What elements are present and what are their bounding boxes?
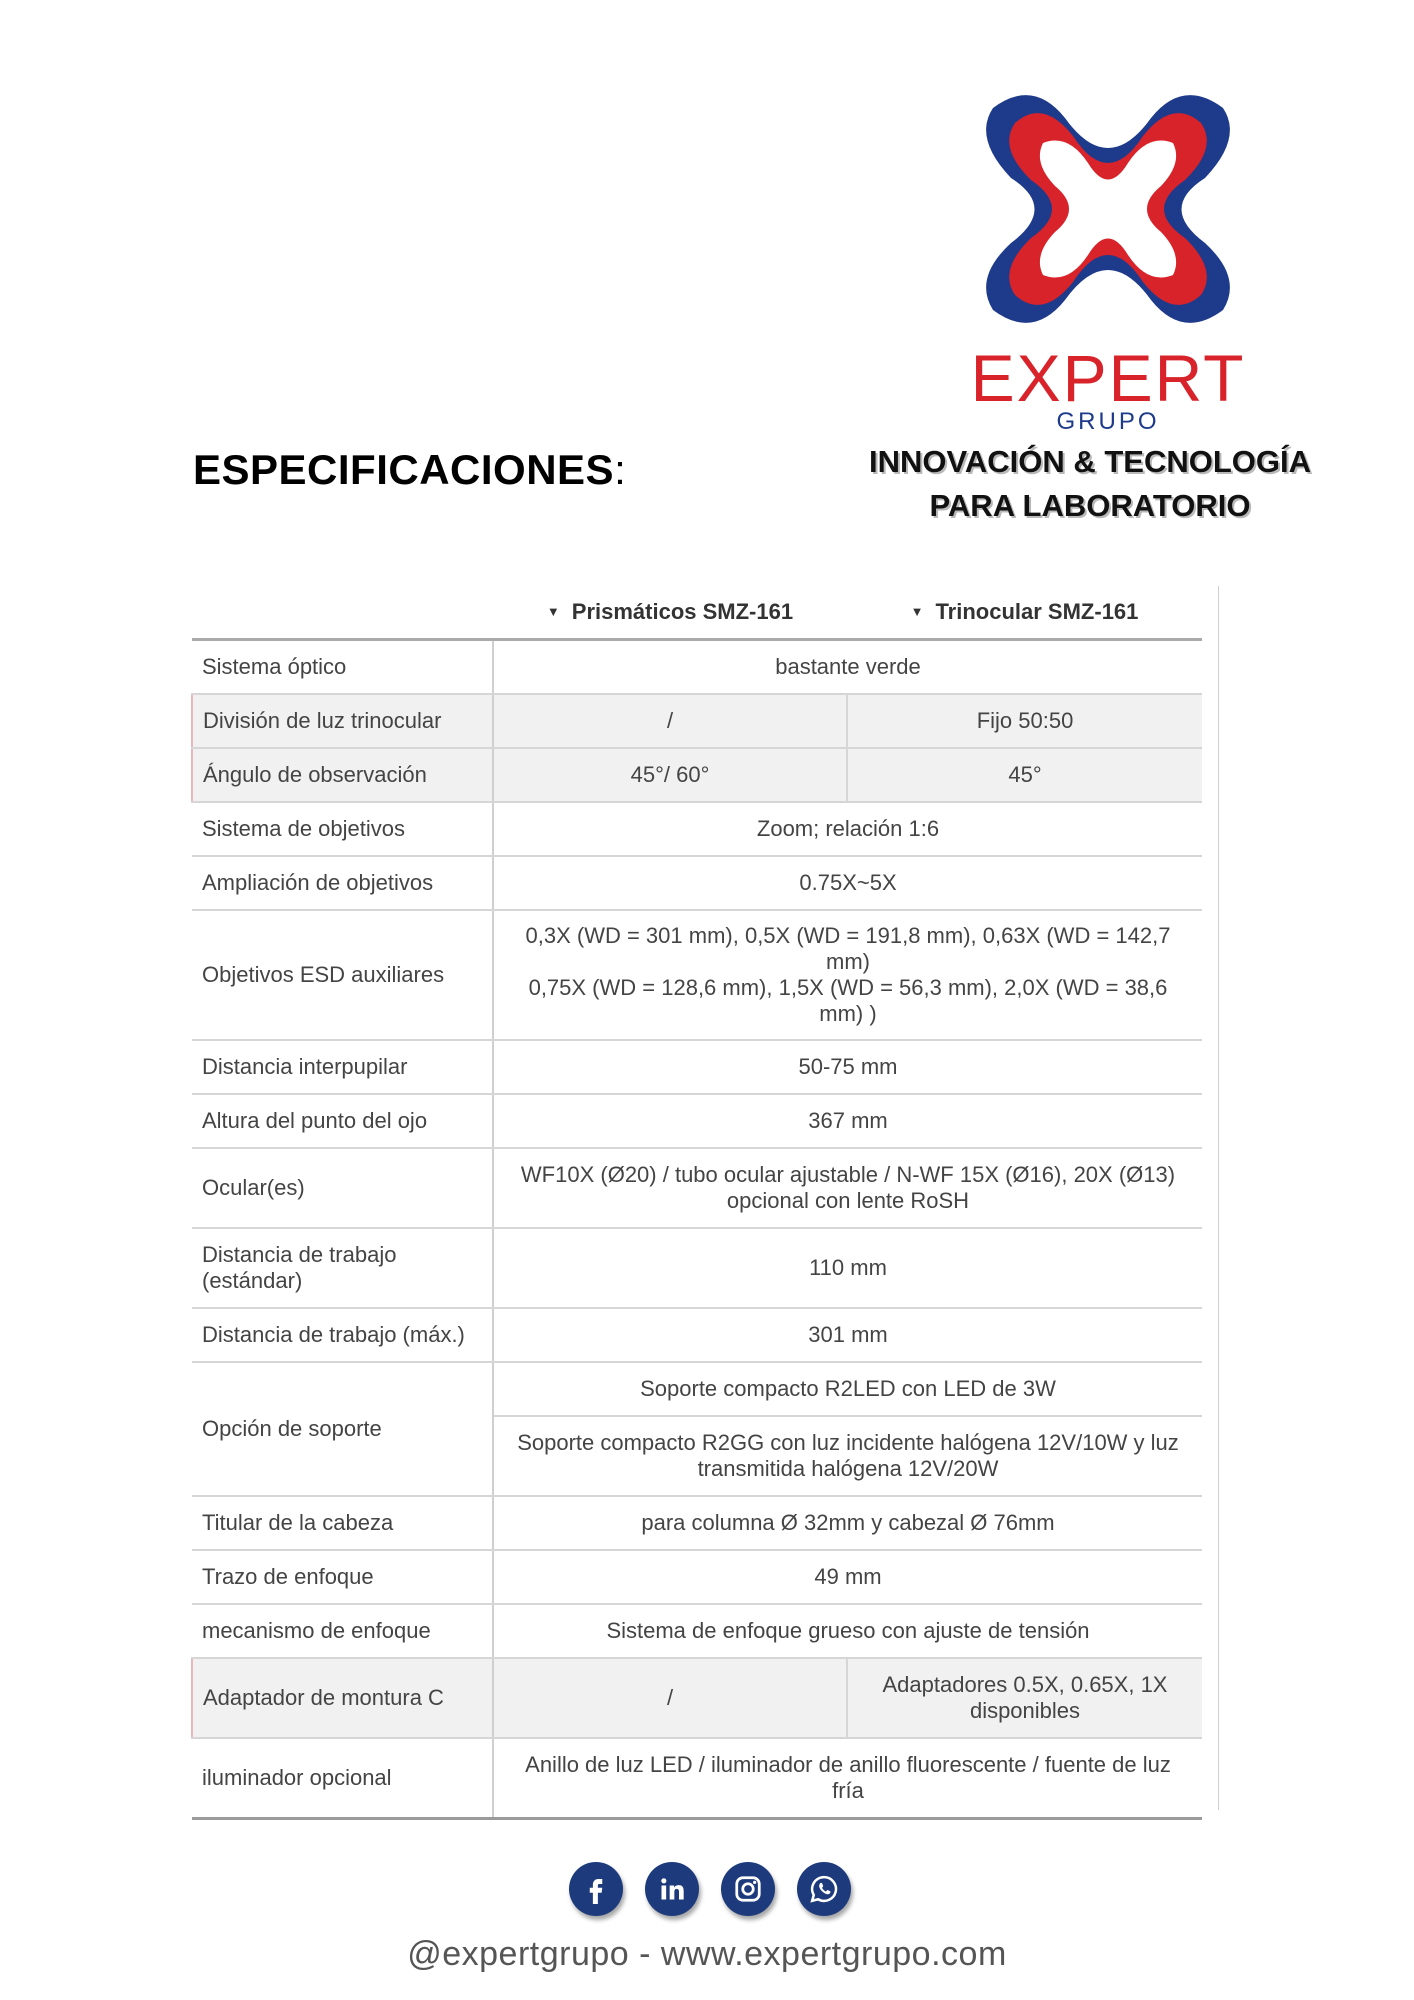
row-value: Zoom; relación 1:6 [493,802,1202,856]
table-row [192,1604,1202,1658]
expert-logo-mark [968,78,1248,340]
table-row [192,856,1202,910]
row-label: Ángulo de observación [192,748,493,802]
spec-table-container [191,586,1219,1820]
row-label: División de luz trinocular [192,694,493,748]
logo-brand-sub: GRUPO [1056,408,1160,435]
table-row [192,694,1202,748]
row-value: 50-75 mm [493,1040,1202,1094]
row-label: Ocular(es) [192,1148,493,1228]
tagline [830,440,1350,528]
header-col-prismaticos-label: Prismáticos SMZ-161 [571,599,794,624]
table-row [192,1308,1202,1362]
row-value: Sistema de enfoque grueso con ajuste de tensión [493,1604,1202,1658]
header-col-trinocular-label: Trinocular SMZ-161 [935,599,1139,624]
row-value: bastante verde [493,640,1202,695]
caret-down-icon: ▼ [910,604,924,619]
row-value: 301 mm [493,1308,1202,1362]
table-header-row [192,586,1202,640]
footer-contact: @expertgrupo - www.expertgrupo.com [407,1935,1007,1973]
row-label: Objetivos ESD auxiliares [192,910,493,1040]
row-label: Adaptador de montura C [192,1658,493,1738]
table-row [192,640,1202,695]
tagline-line-2: PARA LABORATORIO [929,488,1251,523]
table-row [192,1550,1202,1604]
row-value: 367 mm [493,1094,1202,1148]
row-label: Distancia interpupilar [192,1040,493,1094]
page-title [193,446,626,494]
row-label: Titular de la cabeza [192,1496,493,1550]
row-label: Opción de soporte [192,1362,493,1496]
table-row [192,1094,1202,1148]
row-value-trinocular: Adaptadores 0.5X, 0.65X, 1X disponibles [847,1658,1202,1738]
row-value: 0.75X~5X [493,856,1202,910]
table-row [192,1658,1202,1738]
facebook-icon[interactable] [569,1862,623,1916]
whatsapp-icon[interactable] [797,1862,851,1916]
header-empty [192,586,493,640]
row-value: para columna Ø 32mm y cabezal Ø 76mm [493,1496,1202,1550]
caret-down-icon: ▼ [546,604,560,619]
social-icons [560,1862,860,1922]
table-row [192,1228,1202,1308]
row-value-line-2: 0,75X (WD = 128,6 mm), 1,5X (WD = 56,3 mm), 2,0X (WD = 38,6 mm) ) [528,975,1168,1026]
linkedin-icon[interactable] [645,1862,699,1916]
table-row [192,910,1202,1040]
row-label: Altura del punto del ojo [192,1094,493,1148]
row-value: 49 mm [493,1550,1202,1604]
row-value-trinocular: Fijo 50:50 [847,694,1202,748]
row-value: Anillo de luz LED / iluminador de anillo fluorescente / fuente de luz fría [493,1738,1202,1819]
row-label: Distancia de trabajo (estándar) [192,1228,493,1308]
row-value: Soporte compacto R2GG con luz incidente halógena 12V/10W y luz transmitida halógena 12V/20W [493,1416,1202,1496]
row-label: iluminador opcional [192,1738,493,1819]
table-row [192,1040,1202,1094]
tagline-line-1: INNOVACIÓN & TECNOLOGÍA [868,444,1312,479]
row-value-trinocular: 45° [847,748,1202,802]
row-label: Distancia de trabajo (máx.) [192,1308,493,1362]
row-value: 110 mm [493,1228,1202,1308]
row-value: Soporte compacto R2LED con LED de 3W [493,1362,1202,1416]
page-title-text: ESPECIFICACIONES [193,446,615,493]
instagram-icon[interactable] [721,1862,775,1916]
row-label: Sistema de objetivos [192,802,493,856]
row-value-prismaticos: / [493,694,847,748]
row-value-prismaticos: / [493,1658,847,1738]
row-label: mecanismo de enfoque [192,1604,493,1658]
row-value-line-1: 0,3X (WD = 301 mm), 0,5X (WD = 191,8 mm), 0,63X (WD = 142,7 mm) [525,923,1171,974]
header-col-trinocular[interactable] [847,586,1202,640]
header-col-prismaticos[interactable] [493,586,847,640]
page-title-colon: : [614,446,627,493]
table-row [192,802,1202,856]
row-value-prismaticos: 45°/ 60° [493,748,847,802]
row-label: Sistema óptico [192,640,493,695]
table-row [192,1496,1202,1550]
row-label: Trazo de enfoque [192,1550,493,1604]
row-value: WF10X (Ø20) / tubo ocular ajustable / N-WF 15X (Ø16), 20X (Ø13) opcional con lente RoSH [493,1148,1202,1228]
table-row [192,1738,1202,1819]
spec-table [191,586,1202,1820]
table-row [192,748,1202,802]
row-value [493,910,1202,1040]
table-row [192,1148,1202,1228]
logo-brand-name: EXPERT [970,341,1246,415]
table-row [192,1362,1202,1416]
row-label: Ampliación de objetivos [192,856,493,910]
